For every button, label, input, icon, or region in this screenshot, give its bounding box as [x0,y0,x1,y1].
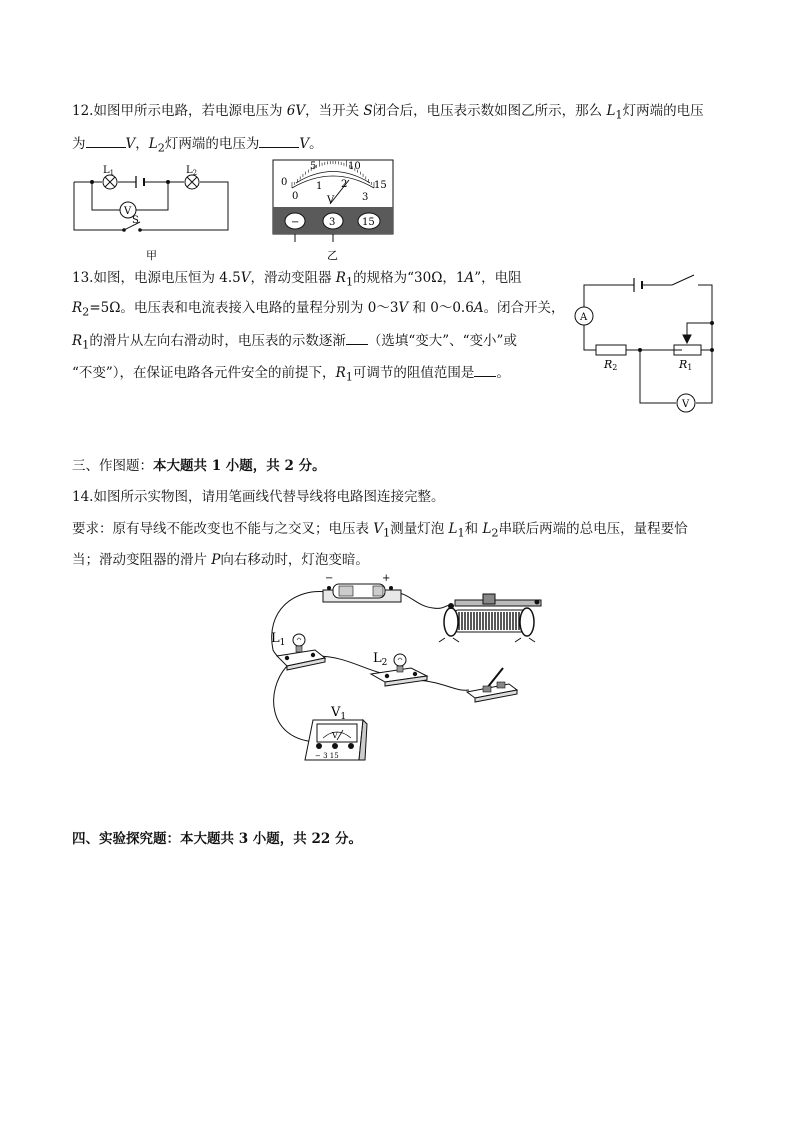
q12-text: 灯两端的电压为 [164,136,260,152]
q12-voltage: 6V [286,103,306,119]
q14-l2-subscript: 2 [491,526,499,540]
q12-text: 闭合后，电压表示数如图乙所示，那么 [372,103,607,119]
r1-label: R1 [679,358,693,372]
dial-outer-10: 10 [348,161,361,172]
q13-unit: A [473,300,484,316]
q14-slider-symbol: P [211,552,221,568]
rheostat-icon [439,594,541,642]
q14-v1-symbol: V [373,521,384,537]
q13-line-1 [72,268,522,293]
q13-text: 可调节的阻值范围是 [352,365,475,381]
q14-l1-subscript: 1 [457,526,465,540]
q13-r1-symbol: R [72,333,83,349]
q12-text: 灯两端的电压 [622,103,704,119]
battery-icon [323,573,401,602]
bulb-l2-icon [371,651,427,686]
section-3-info: 本大题共 1 小题，共 2 分。 [153,458,326,474]
q13-text: ，滑动变阻器 [250,270,336,286]
section-4-info: 本大题共 3 小题，共 22 分。 [180,831,362,847]
q13-text: ”，电阻 [474,270,522,286]
q13-r1-subscript: 1 [82,338,90,352]
dial-outer-0: 0 [281,177,288,188]
dial-inner-2: 2 [341,179,348,190]
q13-r1-symbol: R [335,270,346,286]
q12-line-2 [72,133,323,159]
q13-r1-subscript: 1 [345,370,353,384]
dial-inner-1: 1 [316,181,323,192]
q13-text: （选填“变大”、“变小”或 [367,333,517,349]
l1-label: $L_1$ [271,631,286,648]
fig-a-caption: 甲 [146,249,157,262]
dial-outer-5: 5 [310,161,317,172]
dial-unit: V [327,195,335,206]
q14-text: 要求：原有导线不能改变也不能与之交叉；电压表 [72,521,374,537]
q13-answer-blank-1[interactable] [346,330,368,345]
q14-line-1 [72,487,444,507]
q13-unit: V [398,300,409,316]
q13-line-4 [72,362,510,388]
fig-a-voltmeter-label: V [124,206,132,217]
q13-line-3 [72,330,517,356]
q12-answer-blank-2[interactable] [259,133,299,148]
q14-line-3 [72,550,369,570]
dial-inner-0: 0 [292,191,299,202]
fig-a-l1-label: $L_1$ [103,165,115,177]
q12-l1-symbol: L [606,103,616,119]
fig-a-l2-label: $L_2$ [186,165,198,177]
q14-line-2 [72,519,688,544]
meter-unit: V [332,731,338,740]
q14-v1-subscript: 1 [383,526,391,540]
v1-label: $V_1$ [331,705,347,722]
q13-text: 13.如图，电源电压恒为 4.5 [72,270,241,286]
q14-physical-circuit [255,570,555,775]
q12-unit: V [125,136,136,152]
q13-answer-blank-2[interactable] [474,362,496,377]
q12-voltmeter-dial-b [270,158,395,266]
q12-line-1 [72,101,704,126]
q12-text: 12.如图甲所示电路，若电源电压为 [72,103,287,119]
q12-switch-symbol: S [363,103,373,119]
terminal-3: 3 [329,217,336,228]
terminal-15: 15 [362,217,375,228]
bulb-l1-icon [271,631,325,670]
q12-circuit-diagram-a [60,160,240,265]
meter-terminals: − 3 15 [315,752,339,760]
q13-r2-subscript: 2 [82,305,90,319]
section-3-heading [72,456,326,476]
q12-unit: V [299,136,310,152]
q13-r1-symbol: R [335,365,346,381]
q13-r1-subscript: 1 [345,275,354,289]
voltmeter-v1-icon [305,705,367,760]
q14-l1-symbol: L [448,521,458,537]
battery-minus-label: − [325,573,334,584]
q12-answer-blank-1[interactable] [86,133,126,148]
section-4-heading [72,829,362,849]
section-3-title: 三、作图题： [72,458,153,474]
q13-text: 的规格为“30Ω，1 [353,270,465,286]
q12-text: ，当开关 [305,103,364,119]
q14-text: 测量灯泡 [390,521,449,537]
fig-b-caption: 乙 [327,249,338,262]
battery-plus-label: + [382,573,391,584]
q12-l1-subscript: 1 [615,108,623,122]
section-4-title: 四、实验探究题： [72,831,180,847]
terminal-negative: − [291,217,300,228]
q13-text: 的滑片从左向右滑动时，电压表的示数逐渐 [89,333,346,349]
q13-text: =5Ω。电压表和电流表接入电路的量程分别为 0～3 [89,300,399,316]
q14-text: 向右移动时，灯泡变暗。 [220,552,369,568]
q13-unit: A [464,270,475,286]
q14-l2-symbol: L [482,521,492,537]
q14-text: 14.如图所示实物图，请用笔画线代替导线将电路图连接完整。 [72,489,445,505]
q13-circuit-diagram [570,273,720,413]
q14-text: 串联后两端的总电压，量程要恰 [498,521,688,537]
q12-l2-symbol: L [148,136,158,152]
q13-text: 。 [496,365,510,381]
q14-text: 当；滑动变阻器的滑片 [72,552,212,568]
q13-text: “不变”），在保证电路各元件安全的前提下， [72,365,336,381]
q13-text: 。闭合开关， [483,300,565,316]
dial-outer-15: 15 [374,180,387,191]
q13-line-2 [72,298,565,323]
q13-unit: V [240,270,251,286]
q12-text: ， [135,136,149,152]
dial-inner-3: 3 [362,192,369,203]
q12-text: 。 [309,136,323,152]
q12-l2-subscript: 2 [157,141,165,155]
q13-text: 和 0～0.6 [408,300,474,316]
q12-text: 为 [72,136,86,152]
l2-label: $L_2$ [373,651,388,668]
r2-label: R2 [604,358,618,372]
switch-icon [467,668,517,702]
ammeter-label: A [580,312,588,323]
q14-text: 和 [464,521,483,537]
fig-a-switch-label: S [132,215,139,226]
voltmeter-label: V [682,399,690,410]
q13-r2-symbol: R [72,300,83,316]
